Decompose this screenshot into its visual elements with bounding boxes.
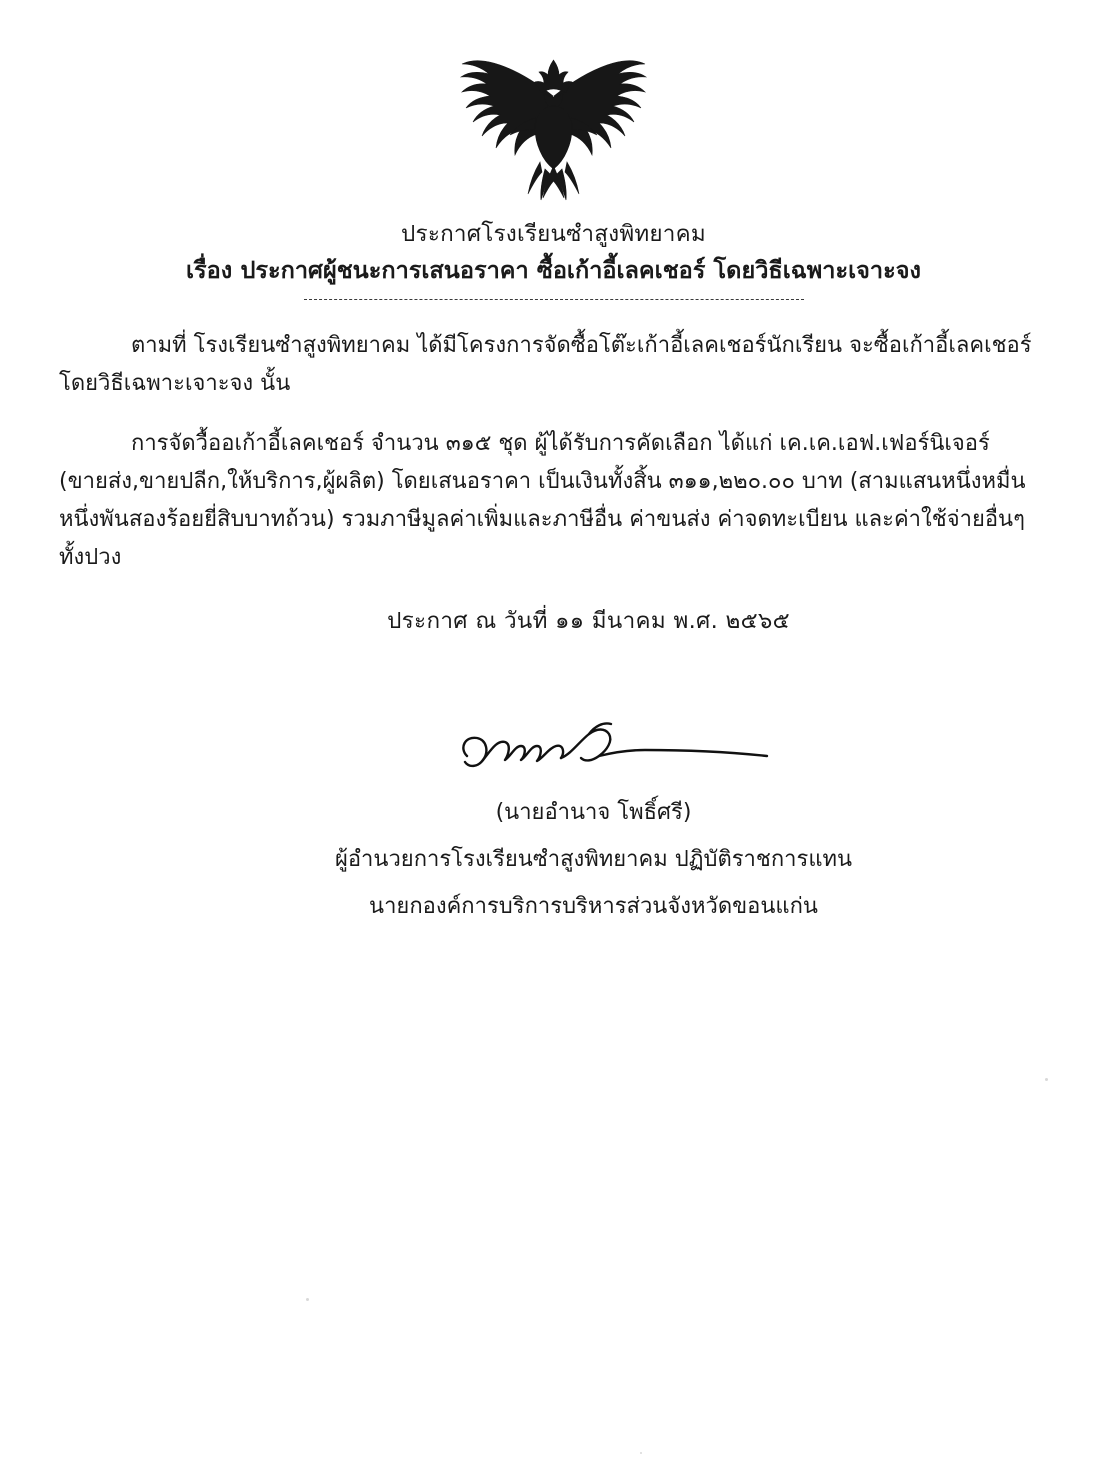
signer-name: (นายอำนาจ โพธิ์ศรี) xyxy=(495,800,692,826)
signature-container xyxy=(135,716,1052,788)
subject-label: เรื่อง xyxy=(186,256,233,285)
scan-speck xyxy=(1045,1078,1048,1081)
handwritten-signature xyxy=(449,716,779,788)
scan-speck xyxy=(640,1452,642,1454)
signer-role-line-1: ผู้อำนวยการโรงเรียนซำสูงพิทยาคม ปฏิบัติราชการแทน xyxy=(334,847,853,873)
dashed-divider xyxy=(304,299,804,301)
announcement-date: ประกาศ ณ วันที่ ๑๑ มีนาคม พ.ศ. ๒๕๖๕ xyxy=(387,608,790,635)
announcement-title: ประกาศโรงเรียนซำสูงพิทยาคม xyxy=(401,221,706,247)
subject-text: ประกาศผู้ชนะการเสนอราคา ซื้อเก้าอี้เลคเชอร์ โดยวิธีเฉพาะเจาะจง xyxy=(232,256,921,285)
document-heading xyxy=(55,219,1052,287)
announcement-subject xyxy=(55,253,1052,287)
signature-block xyxy=(55,716,1052,923)
signer-role-line-2: นายกองค์การบริการบริหารส่วนจังหวัดขอนแก่น xyxy=(369,894,818,920)
garuda-emblem xyxy=(446,38,661,213)
emblem-container xyxy=(55,0,1052,213)
divider-container xyxy=(55,299,1052,301)
scan-speck xyxy=(306,1298,309,1301)
paragraph-1: ตามที่ โรงเรียนซำสูงพิทยาคม ได้มีโครงการจัดซื้อโต๊ะเก้าอี้เลคเชอร์นักเรียน จะซื้อเก้าอี้เลคเชอร์ โดยวิธีเฉพาะเจาะจง นั้น xyxy=(59,333,1032,397)
document-body xyxy=(55,327,1052,576)
paragraph-2: การจัดวื้ออเก้าอี้เลคเชอร์ จำนวน ๓๑๕ ชุด ผู้ได้รับการคัดเลือก ได้แก่ เค.เค.เอฟ.เฟอร์นิเจอร์ (ขายส่ง,ขายปลีก,ให้บริการ,ผู้ผลิต) โดยเสนอราคา เป็นเงินทั้งสิ้น ๓๑๑,๒๒๐.๐๐ บาท (สามแสนหนึ่งหมื่นหนึ่งพันสองร้อยยี่สิบบาทถ้วน) รวมภาษีมูลค่าเพิ่มและภาษีอื่น ค่าขนส่ง ค่าจดทะเบียน และค่าใช้จ่ายอื่นๆ ทั้งปวง xyxy=(59,431,1026,570)
